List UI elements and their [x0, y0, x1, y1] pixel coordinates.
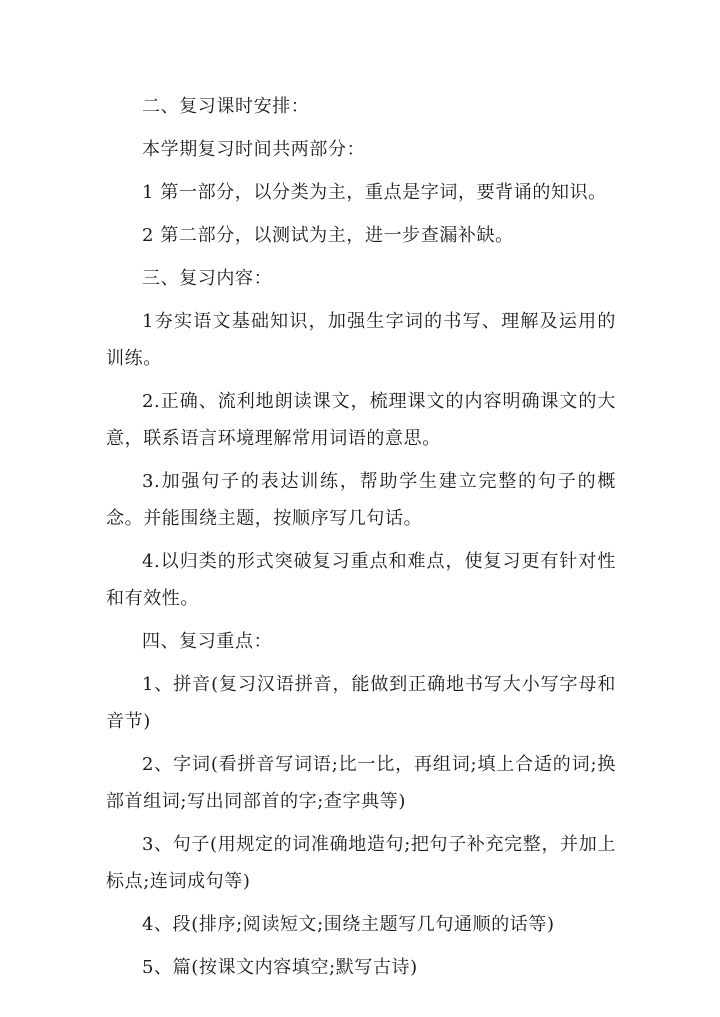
paragraph: 本学期复习时间共两部分：: [142, 139, 366, 160]
list-item: 4.以归类的形式突破复习重点和难点，使复习更有针对性和有效性。: [106, 551, 616, 609]
list-item: 4、段(排序;阅读短文;围绕主题写几句通顺的话等): [142, 914, 555, 935]
list-item: 2.正确、流利地朗读课文，梳理课文的内容明确课文的大意，联系语言环境理解常用词语的意思。: [106, 391, 616, 449]
list-item: 3、句子(用规定的词准确地造句;把句子补充完整，并加上标点;连词成句等): [106, 834, 616, 892]
list-item: 2 第二部分，以测试为主，进一步查漏补缺。: [142, 225, 514, 246]
list-item: 1、拼音(复习汉语拼音，能做到正确地书写大小写字母和音节): [106, 674, 616, 732]
section-heading-content: 三、复习内容：: [142, 268, 273, 289]
list-item: 2、字词(看拼音写词语;比一比，再组词;填上合适的词;换部首组词;写出同部首的字;查字典等): [106, 754, 616, 812]
section-heading-key-points: 四、复习重点：: [142, 631, 273, 652]
list-item: 1夯实语文基础知识，加强生字词的书写、理解及运用的训练。: [106, 311, 616, 369]
document-body: [106, 88, 616, 992]
list-item: 1 第一部分，以分类为主，重点是字词，要背诵的知识。: [142, 182, 607, 203]
list-item: 3.加强句子的表达训练，帮助学生建立完整的句子的概念。并能围绕主题，按顺序写几句话。: [106, 471, 616, 529]
list-item: 5、篇(按课文内容填空;默写古诗): [142, 957, 418, 978]
section-heading-schedule: 二、复习课时安排：: [142, 96, 310, 117]
